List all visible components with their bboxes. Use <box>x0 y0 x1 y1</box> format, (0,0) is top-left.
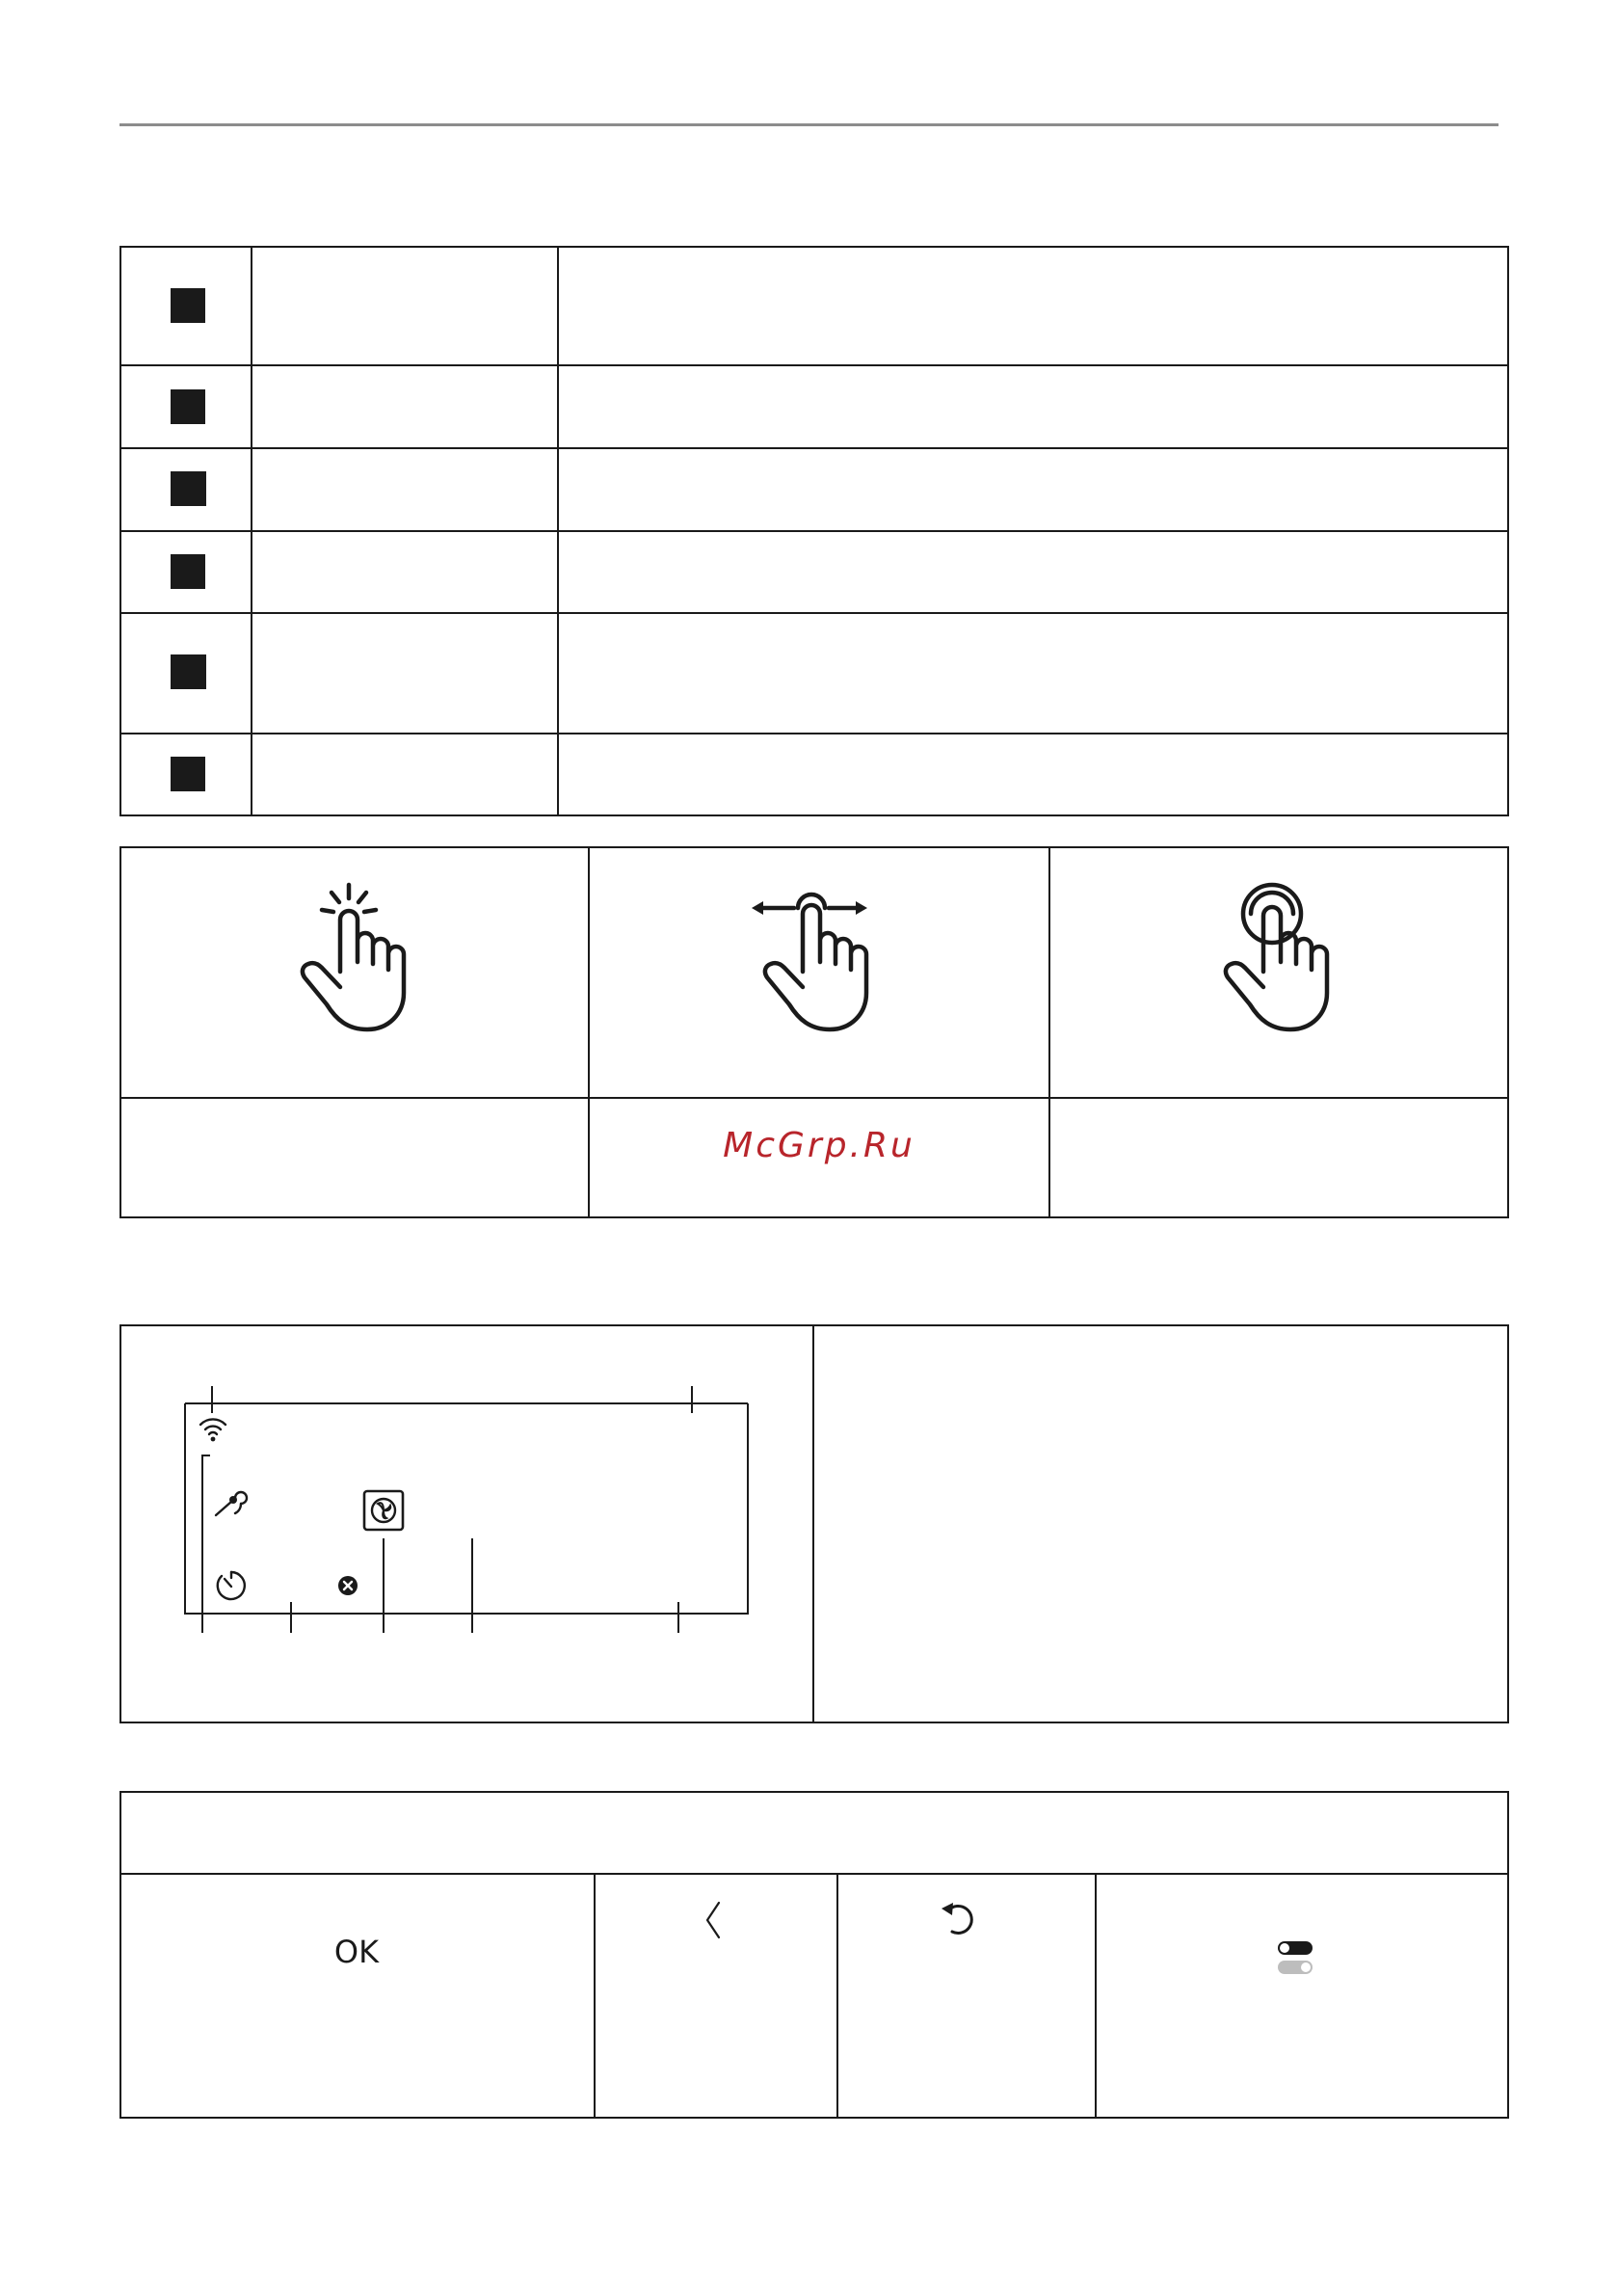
marker-square-6 <box>171 757 205 791</box>
timer-icon <box>214 1566 249 1603</box>
toggle-switch-icon[interactable] <box>1276 1939 1316 1978</box>
marker-square-3 <box>171 471 206 506</box>
fan-heating-icon <box>362 1489 405 1532</box>
marker-square-1 <box>171 288 205 323</box>
table-row-separator <box>119 364 1509 366</box>
wifi-icon <box>198 1415 228 1444</box>
table-divider <box>594 1873 596 2119</box>
cancel-icon <box>337 1575 358 1596</box>
undo-arrow-icon[interactable] <box>939 1899 977 1937</box>
table-row-separator <box>119 1873 1509 1875</box>
marker-square-2 <box>171 389 205 424</box>
marker-square-4 <box>171 554 205 589</box>
back-chevron-icon[interactable] <box>702 1899 725 1941</box>
ok-button[interactable]: OK <box>333 1934 380 1970</box>
core-temperature-sensor-icon <box>212 1486 251 1521</box>
swipe-icon <box>752 877 877 1031</box>
watermark: McGrp.Ru <box>723 1126 915 1165</box>
table-divider <box>836 1873 838 2119</box>
table-row-separator <box>119 447 1509 449</box>
table-divider <box>1095 1873 1097 2119</box>
table-row-separator <box>119 1097 1509 1099</box>
table-divider <box>812 1324 814 1723</box>
table-row-separator <box>119 530 1509 532</box>
top-rule <box>119 123 1499 126</box>
marker-square-5 <box>171 654 206 689</box>
touch-and-hold-icon <box>1212 877 1338 1031</box>
table-row-separator <box>119 612 1509 614</box>
tap-icon <box>289 877 414 1031</box>
display-diagram <box>173 1378 771 1648</box>
table-row-separator <box>119 733 1509 734</box>
table-divider <box>1048 846 1050 1218</box>
